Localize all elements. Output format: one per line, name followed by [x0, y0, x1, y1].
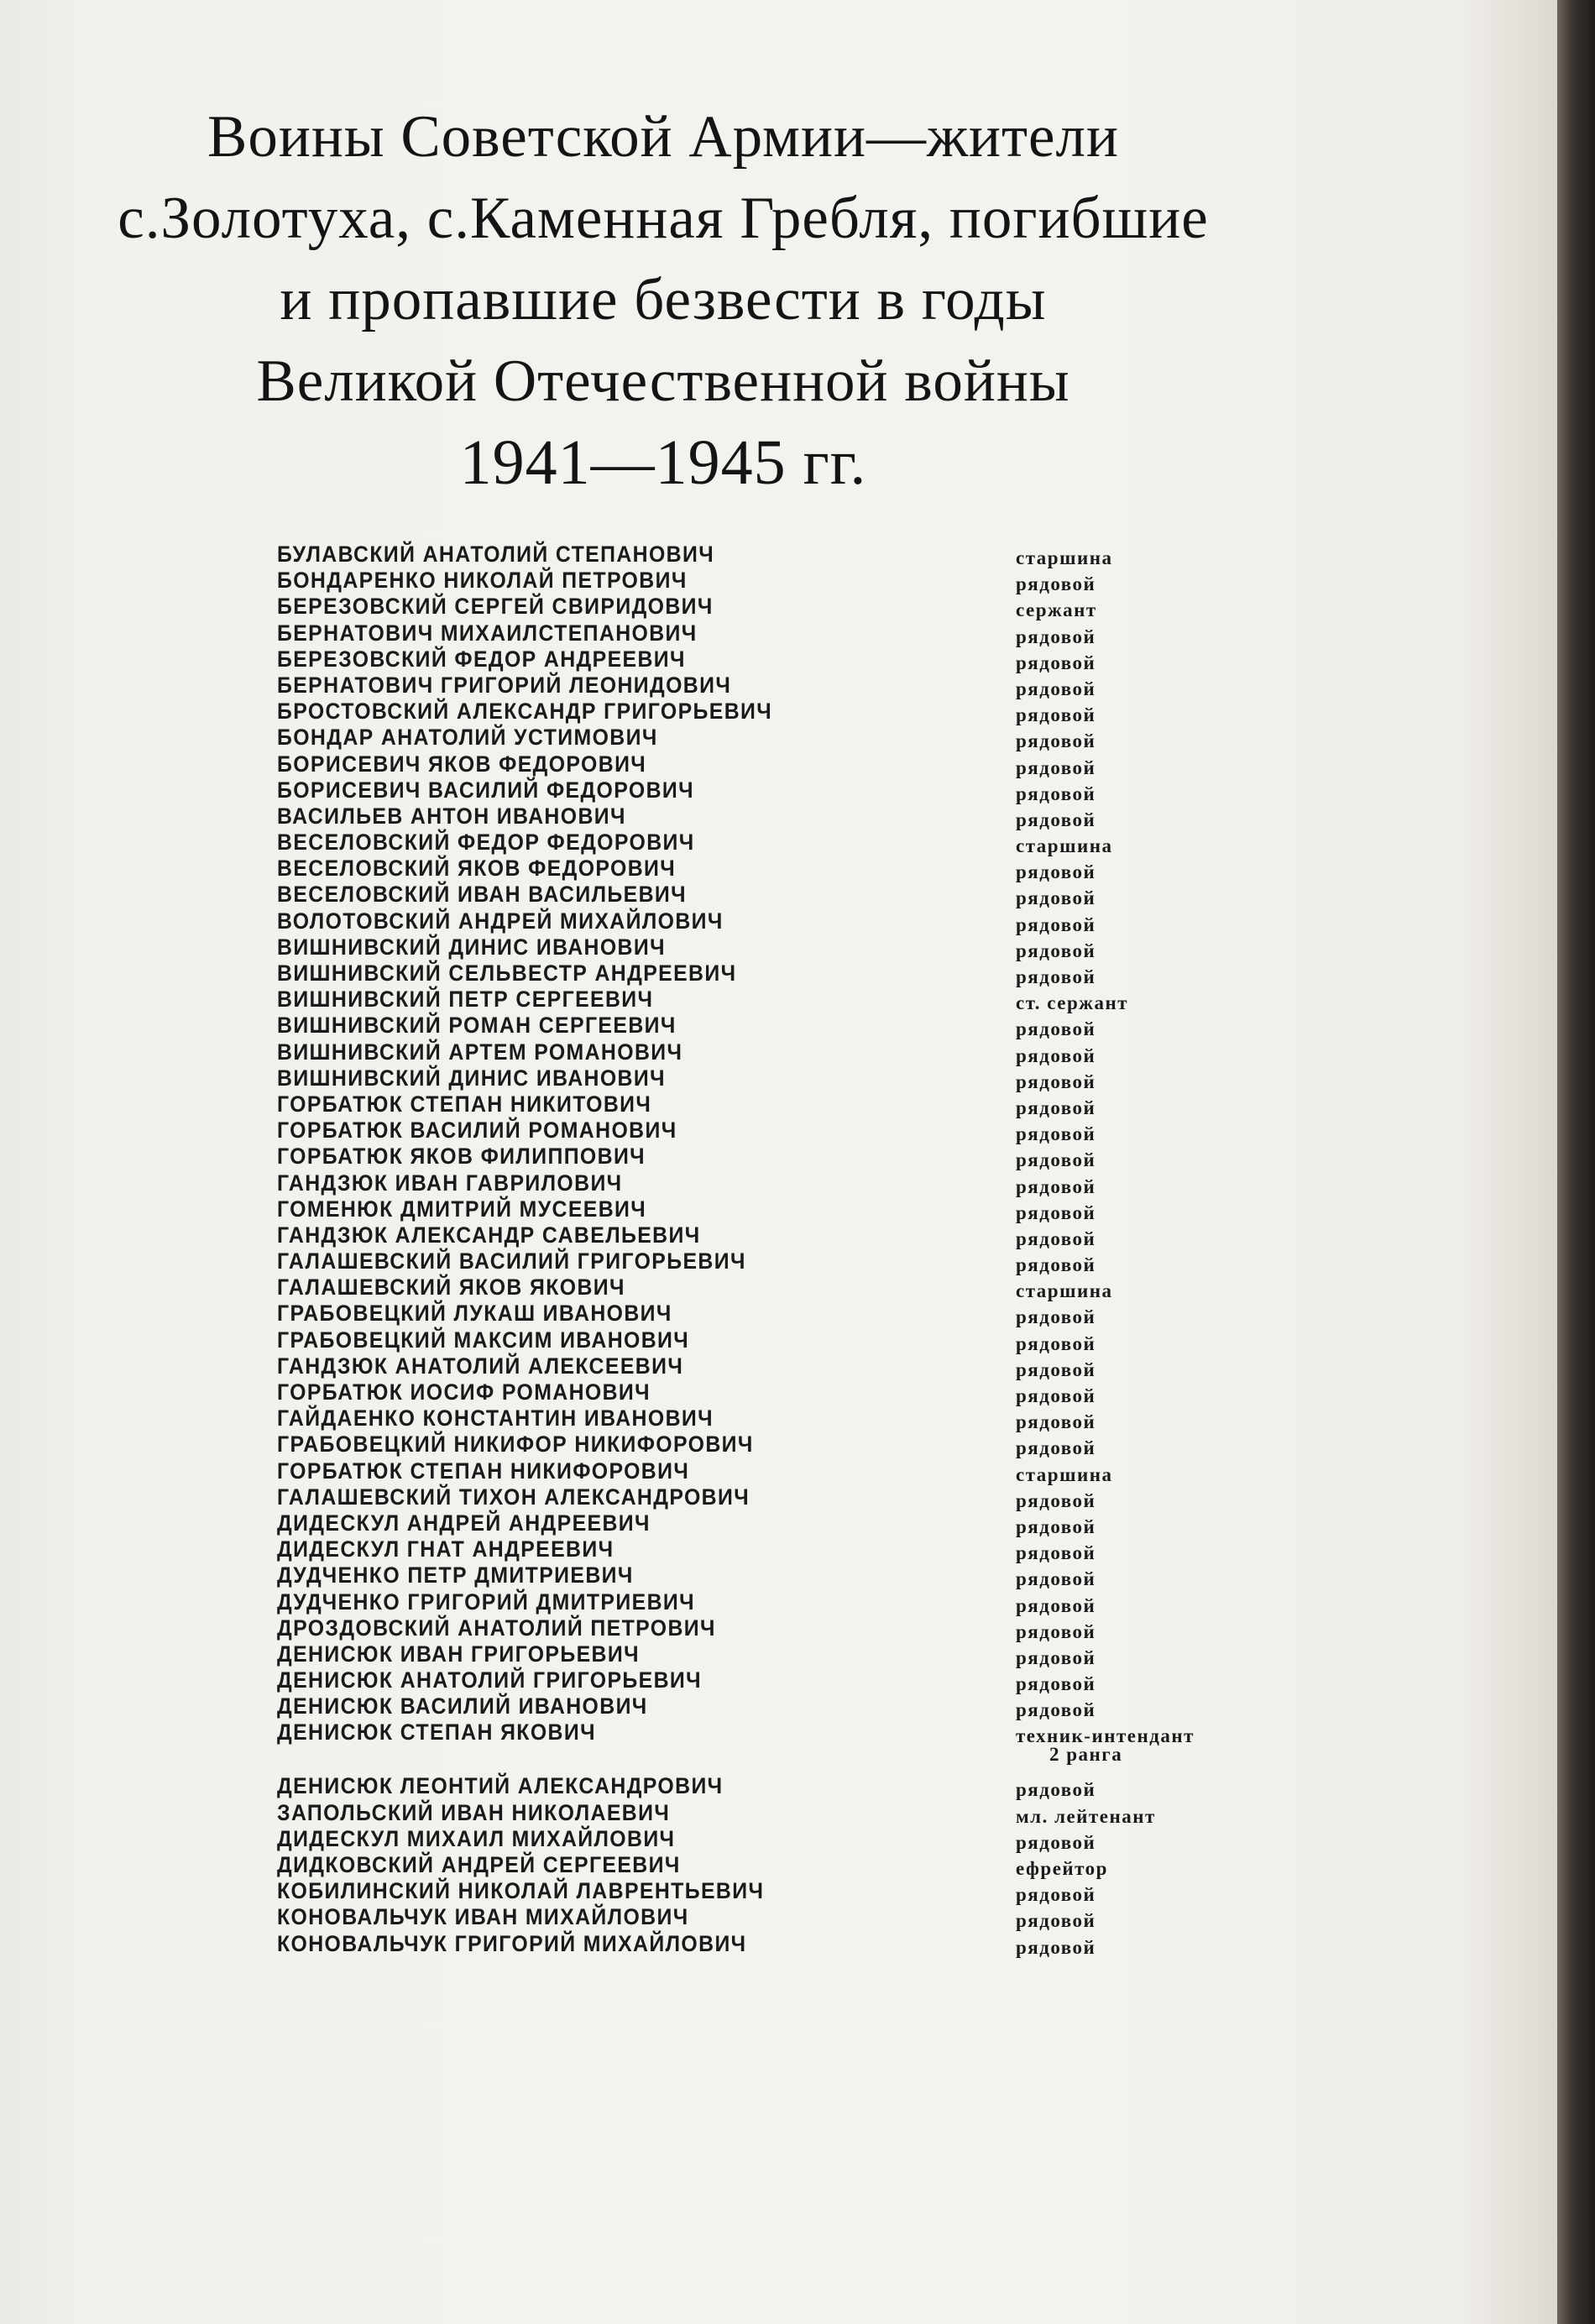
- soldier-name: ГАЛАШЕВСКИЙ ВАСИЛИЙ ГРИГОРЬЕВИЧ: [277, 1248, 746, 1275]
- soldier-rank: рядовой: [1016, 678, 1096, 699]
- soldier-rank: рядовой: [1016, 1070, 1096, 1092]
- list-item: [277, 751, 1284, 777]
- soldier-name: ГРАБОВЕЦКИЙ МАКСИМ ИВАНОВИЧ: [277, 1327, 690, 1353]
- soldier-rank: рядовой: [1016, 861, 1096, 883]
- list-item: [277, 699, 1284, 725]
- title-line: Воины Советской Армии—жители: [207, 104, 1119, 170]
- soldier-rank: рядовой: [1016, 1936, 1096, 1958]
- soldier-name: ГОРБАТЮК СТЕПАН НИКИТОВИЧ: [277, 1091, 652, 1117]
- soldier-rank: ст. сержант: [1016, 992, 1128, 1014]
- soldier-name: БЕРЕЗОВСКИЙ СЕРГЕЙ СВИРИДОВИЧ: [277, 594, 714, 620]
- soldier-name: ВИШНИВСКИЙ ПЕТР СЕРГЕЕВИЧ: [277, 987, 654, 1013]
- soldier-name: ГАЛАШЕВСКИЙ ТИХОН АЛЕКСАНДРОВИЧ: [277, 1484, 750, 1510]
- list-item: [277, 1065, 1284, 1091]
- soldier-name: ВЕСЕЛОВСКИЙ ЯКОВ ФЕДОРОВИЧ: [277, 856, 677, 882]
- soldier-rank: рядовой: [1016, 1542, 1096, 1564]
- soldier-rank: рядовой: [1016, 1411, 1096, 1433]
- list-item: [277, 1196, 1284, 1222]
- soldier-name: ГОРБАТЮК ВАСИЛИЙ РОМАНОВИЧ: [277, 1118, 677, 1144]
- list-item: [277, 1275, 1284, 1301]
- list-item: [277, 1536, 1284, 1562]
- list-item: [277, 1458, 1284, 1484]
- list-item: [277, 1589, 1284, 1615]
- soldier-name: БОНДАРЕНКО НИКОЛАЙ ПЕТРОВИЧ: [277, 568, 688, 594]
- list-item: [277, 1904, 1284, 1930]
- list-item: [277, 1693, 1284, 1719]
- soldier-rank: рядовой: [1016, 1437, 1096, 1459]
- soldier-name: ГОМЕНЮК ДМИТРИЙ МУСЕЕВИЧ: [277, 1196, 647, 1222]
- list-item: [277, 1667, 1284, 1693]
- soldier-name: ГАНДЗЮК ИВАН ГАВРИЛОВИЧ: [277, 1170, 623, 1196]
- list-item: [277, 1353, 1284, 1379]
- soldier-rank: рядовой: [1016, 1227, 1096, 1249]
- soldier-name: КОНОВАЛЬЧУК ГРИГОРИЙ МИХАЙЛОВИЧ: [277, 1930, 747, 1956]
- soldier-rank: рядовой: [1016, 1779, 1096, 1801]
- list-item: [277, 987, 1284, 1013]
- list-item: [277, 725, 1284, 751]
- soldier-rank: рядовой: [1016, 887, 1096, 909]
- soldier-rank: рядовой: [1016, 783, 1096, 804]
- soldier-name: БОРИСЕВИЧ ЯКОВ ФЕДОРОВИЧ: [277, 751, 647, 777]
- list-item: [277, 1327, 1284, 1353]
- list-item: [277, 1248, 1284, 1275]
- soldier-rank: рядовой: [1016, 1646, 1096, 1668]
- book-edge: [1557, 0, 1595, 2324]
- soldier-rank: мл. лейтенант: [1016, 1805, 1156, 1827]
- list-item: [277, 856, 1284, 882]
- soldier-rank: рядовой: [1016, 1044, 1096, 1066]
- title-line: Великой Отечественной войны: [256, 348, 1070, 414]
- soldier-rank: рядовой: [1016, 940, 1096, 961]
- soldier-name: КОБИЛИНСКИЙ НИКОЛАЙ ЛАВРЕНТЬЕВИЧ: [277, 1878, 765, 1904]
- soldier-rank: сержант: [1016, 599, 1097, 621]
- list-item: [277, 1222, 1284, 1248]
- soldier-rank: рядовой: [1016, 1332, 1096, 1354]
- page-title: [76, 97, 1251, 504]
- soldier-name: ДЕНИСЮК СТЕПАН ЯКОВИЧ: [277, 1719, 596, 1746]
- list-item: [277, 1773, 1284, 1799]
- list-item: [277, 1013, 1284, 1039]
- soldier-rank: рядовой: [1016, 1175, 1096, 1197]
- soldier-rank: рядовой: [1016, 1884, 1096, 1906]
- soldier-rank: рядовой: [1016, 1123, 1096, 1145]
- soldier-name: ДИДКОВСКИЙ АНДРЕЙ СЕРГЕЕВИЧ: [277, 1852, 681, 1877]
- list-item: [277, 673, 1284, 699]
- list-item: [277, 1432, 1284, 1458]
- list-item: [277, 960, 1284, 987]
- soldier-name: ДИДЕСКУЛ АНДРЕЙ АНДРЕЕВИЧ: [277, 1510, 651, 1536]
- soldier-name: ДИДЕСКУЛ ГНАТ АНДРЕЕВИЧ: [277, 1536, 614, 1562]
- soldier-name: ДЕНИСЮК ЛЕОНТИЙ АЛЕКСАНДРОВИЧ: [277, 1773, 724, 1799]
- title-line: и пропавшие безвести в годы: [280, 267, 1047, 332]
- soldier-name: ЗАПОЛЬСКИЙ ИВАН НИКОЛАЕВИЧ: [277, 1799, 671, 1825]
- soldier-rank: рядовой: [1016, 1018, 1096, 1040]
- title-line: с.Золотуха, с.Каменная Гребля, погибшие: [118, 186, 1209, 251]
- soldier-name: КОНОВАЛЬЧУК ИВАН МИХАЙЛОВИЧ: [277, 1904, 689, 1930]
- soldier-name: ВИШНИВСКИЙ ДИНИС ИВАНОВИЧ: [277, 934, 666, 960]
- list-item: [277, 1091, 1284, 1118]
- soldier-rank: рядовой: [1016, 1673, 1096, 1695]
- soldier-rank: старшина: [1016, 1463, 1113, 1485]
- list-item: [277, 646, 1284, 673]
- soldier-name: ДЕНИСЮК АНАТОЛИЙ ГРИГОРЬЕВИЧ: [277, 1667, 703, 1693]
- soldier-name: ДУДЧЕНКО ПЕТР ДМИТРИЕВИЧ: [277, 1562, 634, 1589]
- soldier-rank: рядовой: [1016, 1699, 1096, 1721]
- soldier-rank: рядовой: [1016, 625, 1096, 647]
- list-item: [277, 1510, 1284, 1536]
- soldier-rank: рядовой: [1016, 809, 1096, 830]
- soldier-rank: рядовой: [1016, 1201, 1096, 1223]
- list-item: [277, 594, 1284, 620]
- soldier-rank: рядовой: [1016, 1149, 1096, 1171]
- soldier-name: ДУДЧЕНКО ГРИГОРИЙ ДМИТРИЕВИЧ: [277, 1589, 695, 1615]
- soldier-name: БУЛАВСКИЙ АНАТОЛИЙ СТЕПАНОВИЧ: [277, 542, 715, 567]
- soldier-name: БРОСТОВСКИЙ АЛЕКСАНДР ГРИГОРЬЕВИЧ: [277, 699, 773, 725]
- list-item: [277, 568, 1284, 594]
- soldier-rank: рядовой: [1016, 1568, 1096, 1590]
- soldier-rank: рядовой: [1016, 1097, 1096, 1118]
- soldier-rank: рядовой: [1016, 913, 1096, 935]
- soldier-rank: старшина: [1016, 835, 1113, 857]
- soldier-name: ГАЙДАЕНКО КОНСТАНТИН ИВАНОВИЧ: [277, 1405, 714, 1432]
- soldier-name: БЕРЕЗОВСКИЙ ФЕДОР АНДРЕЕВИЧ: [277, 646, 686, 672]
- soldier-name: ГАЛАШЕВСКИЙ ЯКОВ ЯКОВИЧ: [277, 1275, 625, 1301]
- soldier-rank: рядовой: [1016, 1594, 1096, 1616]
- soldier-rank: старшина: [1016, 1280, 1113, 1302]
- list-item: [277, 1878, 1284, 1904]
- soldier-rank-line2: 2 ранга: [1049, 1744, 1123, 1766]
- soldier-rank: рядовой: [1016, 1254, 1096, 1276]
- soldier-name: БЕРНАТОВИЧ МИХАИЛСТЕПАНОВИЧ: [277, 620, 698, 646]
- soldier-name: БЕРНАТОВИЧ ГРИГОРИЙ ЛЕОНИДОВИЧ: [277, 672, 732, 698]
- soldier-name: ВИШНИВСКИЙ ДИНИС ИВАНОВИЧ: [277, 1065, 666, 1091]
- list-item: [277, 620, 1284, 646]
- list-item: [277, 1039, 1284, 1065]
- soldier-name: ГОРБАТЮК ИОСИФ РОМАНОВИЧ: [277, 1379, 651, 1405]
- list-item: [277, 1641, 1284, 1667]
- list-item: [277, 1719, 1284, 1773]
- soldier-rank: рядовой: [1016, 1358, 1096, 1380]
- list-item: [277, 542, 1284, 568]
- soldier-rank: рядовой: [1016, 1489, 1096, 1511]
- soldier-name: ВОЛОТОВСКИЙ АНДРЕЙ МИХАЙЛОВИЧ: [277, 908, 724, 934]
- soldier-rank: ефрейтор: [1016, 1858, 1108, 1879]
- list-item: [277, 1144, 1284, 1170]
- title-years: 1941—1945 гг.: [459, 427, 867, 498]
- soldier-name: ВИШНИВСКИЙ РОМАН СЕРГЕЕВИЧ: [277, 1013, 677, 1039]
- soldier-name: ГАНДЗЮК АЛЕКСАНДР САВЕЛЬЕВИЧ: [277, 1222, 701, 1248]
- soldier-name: ДРОЗДОВСКИЙ АНАТОЛИЙ ПЕТРОВИЧ: [277, 1615, 716, 1641]
- soldier-rank: рядовой: [1016, 1306, 1096, 1328]
- soldier-name: ГОРБАТЮК ЯКОВ ФИЛИППОВИЧ: [277, 1144, 646, 1170]
- soldier-rank: рядовой: [1016, 966, 1096, 987]
- list-item: [277, 1826, 1284, 1852]
- soldier-rank: рядовой: [1016, 704, 1096, 726]
- soldier-list: [277, 542, 1284, 1957]
- soldier-name: ДЕНИСЮК ИВАН ГРИГОРЬЕВИЧ: [277, 1641, 640, 1667]
- soldier-rank: рядовой: [1016, 1620, 1096, 1642]
- list-item: [277, 934, 1284, 960]
- soldier-rank: рядовой: [1016, 652, 1096, 673]
- soldier-rank: рядовой: [1016, 1910, 1096, 1932]
- list-item: [277, 1562, 1284, 1589]
- list-item: [277, 777, 1284, 803]
- soldier-rank: рядовой: [1016, 756, 1096, 778]
- soldier-name: ДЕНИСЮК ВАСИЛИЙ ИВАНОВИЧ: [277, 1693, 648, 1719]
- list-item: [277, 1379, 1284, 1405]
- soldier-rank: техник-интендант: [1016, 1725, 1195, 1747]
- soldier-rank: рядовой: [1016, 573, 1096, 595]
- list-item: [277, 1931, 1284, 1957]
- soldier-rank: рядовой: [1016, 1515, 1096, 1537]
- soldier-name: БОРИСЕВИЧ ВАСИЛИЙ ФЕДОРОВИЧ: [277, 777, 694, 803]
- list-item: [277, 908, 1284, 934]
- soldier-name: ГРАБОВЕЦКИЙ ЛУКАШ ИВАНОВИЧ: [277, 1301, 672, 1327]
- list-item: [277, 1852, 1284, 1878]
- list-item: [277, 1118, 1284, 1144]
- soldier-name: ВИШНИВСКИЙ АРТЕМ РОМАНОВИЧ: [277, 1039, 683, 1065]
- soldier-name: ВИШНИВСКИЙ СЕЛЬВЕСТР АНДРЕЕВИЧ: [277, 960, 737, 986]
- soldier-name: ГАНДЗЮК АНАТОЛИЙ АЛЕКСЕЕВИЧ: [277, 1353, 684, 1379]
- soldier-rank: рядовой: [1016, 1385, 1096, 1406]
- list-item: [277, 1405, 1284, 1432]
- soldier-name: ГРАБОВЕЦКИЙ НИКИФОР НИКИФОРОВИЧ: [277, 1432, 754, 1458]
- list-item: [277, 1170, 1284, 1196]
- soldier-name: ВЕСЕЛОВСКИЙ ФЕДОР ФЕДОРОВИЧ: [277, 830, 695, 856]
- list-item: [277, 803, 1284, 830]
- list-item: [277, 830, 1284, 856]
- soldier-rank: рядовой: [1016, 730, 1096, 752]
- list-item: [277, 1301, 1284, 1327]
- list-item: [277, 882, 1284, 908]
- soldier-rank: старшина: [1016, 547, 1113, 568]
- list-item: [277, 1800, 1284, 1826]
- list-item: [277, 1615, 1284, 1641]
- soldier-name: БОНДАР АНАТОЛИЙ УСТИМОВИЧ: [277, 725, 658, 751]
- list-item: [277, 1484, 1284, 1510]
- soldier-name: ДИДЕСКУЛ МИХАИЛ МИХАЙЛОВИЧ: [277, 1825, 676, 1851]
- soldier-name: ВЕСЕЛОВСКИЙ ИВАН ВАСИЛЬЕВИЧ: [277, 882, 687, 908]
- soldier-name: ВАСИЛЬЕВ АНТОН ИВАНОВИЧ: [277, 803, 626, 829]
- soldier-rank: рядовой: [1016, 1831, 1096, 1853]
- soldier-name: ГОРБАТЮК СТЕПАН НИКИФОРОВИЧ: [277, 1458, 690, 1484]
